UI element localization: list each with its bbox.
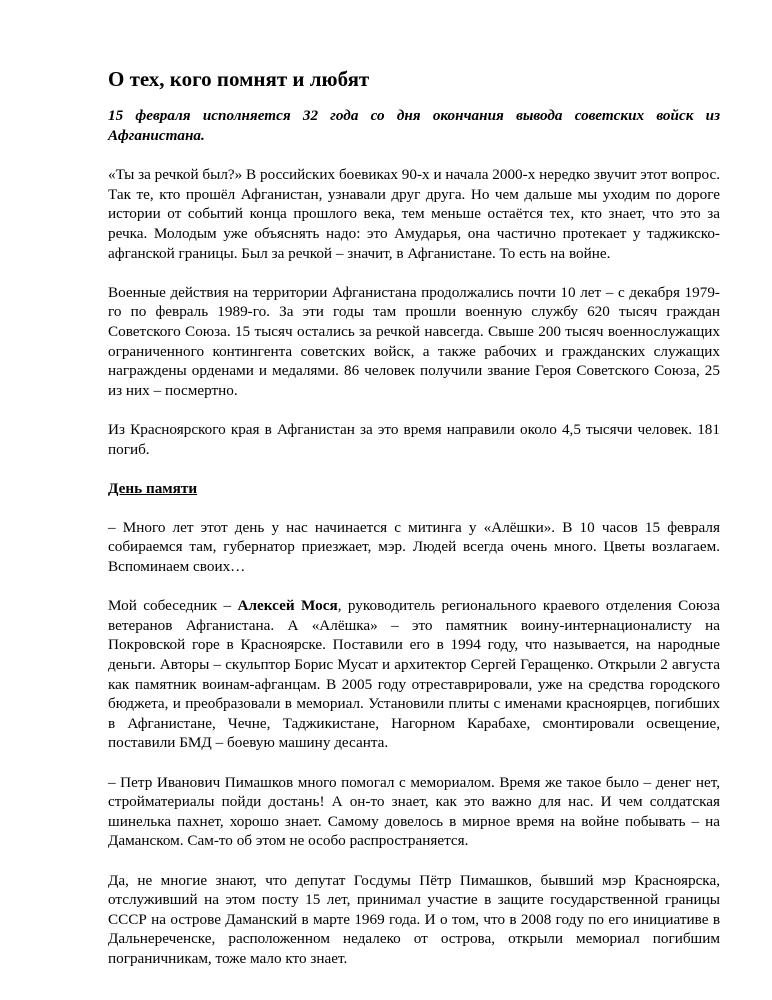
paragraph-pimashkov-quote: – Петр Иванович Пимашков много помогал с мемориалом. Время же такое было – денег нет, стройматериалы пойди достань! А он-то знает, как это важно для нас. И чем солдатская шинелька пахнет, хорошо знает. Самому довелось в мирное время на войне побывать – на Даманском. Сам-то об этом не особо распространяется.	[108, 773, 720, 850]
article-title: О тех, кого помнят и любят	[108, 67, 370, 91]
paragraph-interlocutor	[108, 596, 720, 753]
document-page	[108, 66, 720, 988]
interlocutor-name: Алексей Мося	[237, 597, 338, 615]
paragraph-memorial-day: – Много лет этот день у нас начинается с митинга у «Алёшки». В 10 часов 15 февраля собираемся там, губернатор приезжает, мэр. Людей всегда очень много. Цветы возлагаем. Вспоминаем своих…	[108, 518, 720, 576]
paragraph-intro-2: Военные действия на территории Афганистана продолжались почти 10 лет – с декабря 1979-го по февраль 1989-го. За эти годы там прошли военную службу 620 тысяч граждан Советского Союза. 15 тысяч остались за речкой навсегда. Свыше 200 тысяч военнослужащих ограниченного контингента советских войск, а также рабочих и гражданских служащих награждены орденами и медалями. 86 человек получили звание Героя Советского Союза, 25 из них – посмертно.	[108, 283, 720, 399]
paragraph-intro-1: «Ты за речкой был?» В российских боевиках 90-х и начала 2000-х нередко звучит этот вопрос. Так те, кто прошёл Афганистан, узнавали друг друга. Но чем дальше мы уходим по дороге истории от событий конца прошлого века, тем меньше остаётся тех, кто знает, что это за речка. Молодым уже объяснять надо: это Амударья, она частично протекает у таджикско-афганской границы. Был за речкой – значит, в Афганистане. То есть на войне.	[108, 166, 720, 262]
paragraph-intro-3: Из Красноярского края в Афганистан за это время направили около 4,5 тысячи человек. 181 погиб.	[108, 420, 720, 458]
interlocutor-prefix: Мой собеседник –	[108, 597, 238, 615]
paragraph-pimashkov-facts: Да, не многие знают, что депутат Госдумы Пётр Пимашков, бывший мэр Красноярска, отслуживший на этом посту 15 лет, принимал участие в защите государственной границы СССР на острове Даманский в марте 1969 года. И о том, что в 2008 году по его инициативе в Дальнереченске, расположенном недалеко от острова, открыли мемориал погибшим пограничникам, тоже мало кто знает.	[108, 871, 720, 967]
article-lead: 15 февраля исполняется 32 года со дня окончания вывода советских войск из Афганистана.	[108, 107, 720, 144]
section-heading: День памяти	[108, 479, 198, 497]
interlocutor-description: , руководитель регионального краевого отделения Союза ветеранов Афганистана. А «Алёшка» – это памятник воину-интернационалисту на Покровской горе в Красноярске. Поставили его в 1994 году, что называется, на народные деньги. Авторы – скульптор Борис Мусат и архитектор Сергей Геращенко. Открыли 2 августа как памятник воинам-афганцам. В 2005 году отреставрировали, уже на средства городского бюджета, и преобразовали в мемориал. Установили плиты с именами красноярцев, погибших в Афганистане, Чечне, Таджикистане, Нагорном Карабахе, смонтировали освещение, поставили БМД – боевую машину десанта.	[108, 597, 720, 752]
